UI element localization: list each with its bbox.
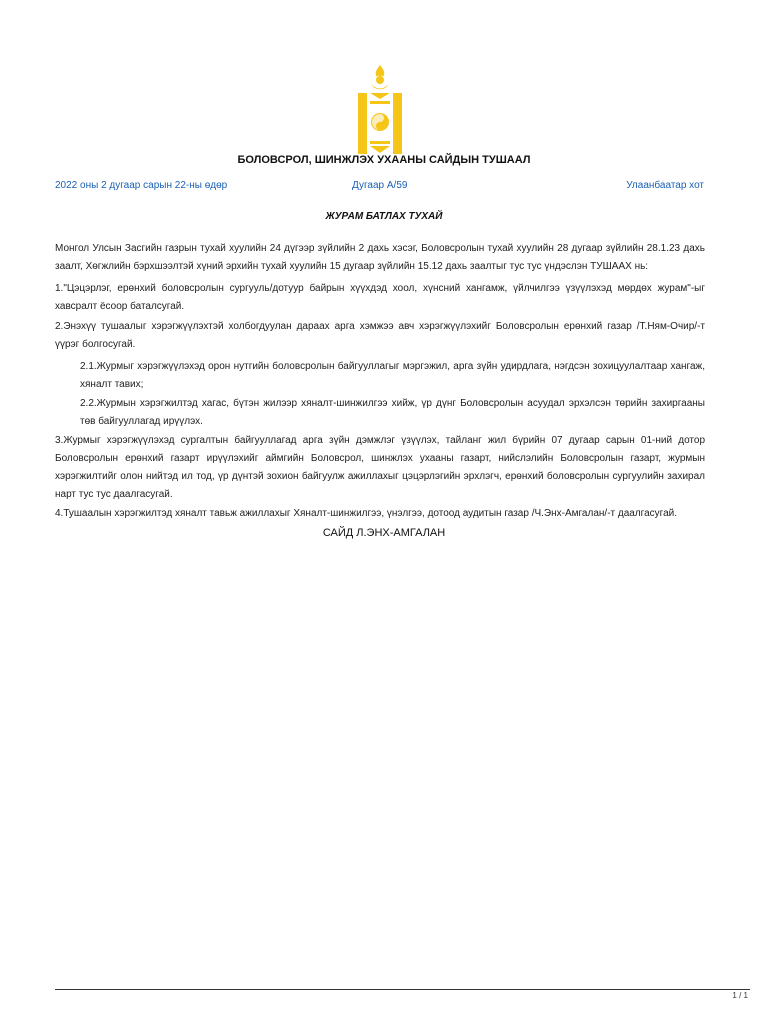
document-date: 2022 оны 2 дугаар сарын 22-ны өдөр: [55, 180, 228, 191]
intro-paragraph: Монгол Улсын Засгийн газрын тухай хуулийн 24 дүгээр зүйлийн 2 дахь хэсэг, Боловсролын тухай хуулийн 28 дугаар зүйлийн 28.1.23 дахь заалт, Хөгжлийн бэрхшээлтэй хүний эрхийн тухай хуулийн 15 дугаар зүйлийн 15.12 дахь заалтыг тус тус үндэслэн ТУШААХ нь:: [55, 243, 705, 272]
footer-divider: [55, 989, 750, 990]
paragraph-1: 1."Цэцэрлэг, ерөнхий боловсролын сургууль/дотуур байрын хүүхдэд хоол, хүнсний хангамж, үйлчилгээ үзүүлэхэд мөрдөх журам"-ыг хавсралт ёсоор баталсугай.: [55, 283, 705, 312]
document-title: БОЛОВСРОЛ, ШИНЖЛЭХ УХААНЫ САЙДЫН ТУШААЛ: [237, 154, 531, 166]
soyombo-emblem-icon: [357, 65, 403, 155]
document-number: Дугаар А/59: [352, 180, 408, 191]
paragraph-4: 4.Тушаалын хэрэгжилтэд хяналт тавьж ажиллахыг Хяналт-шинжилгээ, үнэлгээ, дотоод аудитын газар /Ч.Энх-Амгалан/-т даалгасугай.: [55, 508, 678, 519]
paragraph-2: 2.Энэхүү тушаалыг хэрэгжүүлэхтэй холбогдуулан дараах арга хэмжээ авч хэрэгжүүлэхийг Боловсролын ерөнхий газар /Т.Ням-Очир/-т үүрэг болгосугай.: [55, 321, 705, 350]
document-subtitle: ЖУРАМ БАТЛАХ ТУХАЙ: [325, 211, 443, 222]
signature-line: САЙД Л.ЭНХ-АМГАЛАН: [322, 527, 446, 539]
paragraph-2-2: 2.2.Журмын хэрэгжилтэд хагас, бүтэн жилээр хяналт-шинжилгээ хийж, үр дүнг Боловсролын асуудал эрхэлсэн төрийн захиргааны төв байгууллагад ирүүлэх.: [80, 398, 705, 427]
paragraph-3: 3.Журмыг хэрэгжүүлэхэд сургалтын байгууллагад арга зүйн дэмжлэг үзүүлэх, тайланг жил бүрийн 07 дугаар сарын 01-ний дотор Боловсролын ерөнхий газарт ирүүлэхийг аймгийн Боловсрол, шинжлэх ухааны газарт, нийслэлийн Боловсролын газарт, журмын хэрэгжилтийг олон нийтэд ил тод, үр дүнтэй зохион байгуулж ажиллахыг цэцэрлэгийн эрхлэгч, ерөнхий боловсролын сургуулийн захирал нарт тус тус даалгасугай.: [55, 435, 705, 500]
document-city: Улаанбаатар хот: [626, 180, 704, 191]
paragraph-2-1: 2.1.Журмыг хэрэгжүүлэхэд орон нутгийн боловсролын байгууллагыг мэргэжил, арга зүйн удирдлага, нэгдсэн зохицуулалтаар хангаж, хяналт тавих;: [80, 361, 705, 390]
page-number: 1 / 1: [732, 991, 748, 1000]
